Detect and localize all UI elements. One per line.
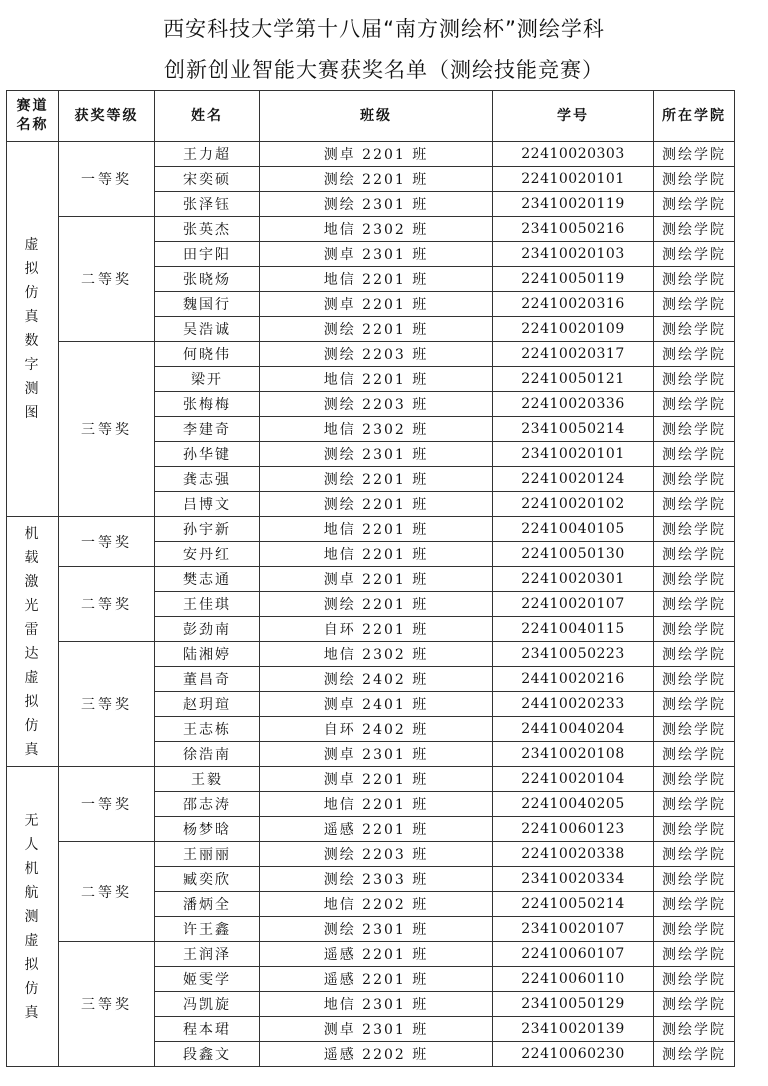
student-name-cell: 程本珺 [155,1017,260,1042]
table-row [7,342,735,367]
student-id-cell: 23410020119 [493,192,654,217]
student-name-cell: 王毅 [155,767,260,792]
student-name-cell: 张英杰 [155,217,260,242]
college-cell: 测绘学院 [654,242,735,267]
class-cell: 测卓 2201 班 [260,292,493,317]
header-track-line2: 名称 [16,117,49,133]
student-name-cell: 安丹红 [155,542,260,567]
award-table [6,90,735,1067]
student-name-cell: 张晓炀 [155,267,260,292]
class-cell: 测卓 2301 班 [260,742,493,767]
college-cell: 测绘学院 [654,267,735,292]
college-cell: 测绘学院 [654,417,735,442]
student-name-cell: 赵玥瑄 [155,692,260,717]
college-cell: 测绘学院 [654,867,735,892]
student-name-cell: 杨梦晗 [155,817,260,842]
student-id-cell: 23410050214 [493,417,654,442]
college-cell: 测绘学院 [654,692,735,717]
class-cell: 测卓 2301 班 [260,242,493,267]
student-name-cell: 宋奕硕 [155,167,260,192]
student-name-cell: 王佳琪 [155,592,260,617]
award-level-cell: 三等奖 [59,342,155,517]
student-id-cell: 24410020216 [493,667,654,692]
student-name-cell: 王润泽 [155,942,260,967]
student-name-cell: 王志栋 [155,717,260,742]
table-row [7,842,735,867]
student-id-cell: 22410040205 [493,792,654,817]
class-cell: 测绘 2201 班 [260,592,493,617]
header-college: 所在学院 [654,91,735,142]
table-row [7,217,735,242]
student-name-cell: 孙华键 [155,442,260,467]
college-cell: 测绘学院 [654,992,735,1017]
student-name-cell: 张泽钰 [155,192,260,217]
college-cell: 测绘学院 [654,467,735,492]
student-id-cell: 23410020139 [493,1017,654,1042]
college-cell: 测绘学院 [654,392,735,417]
college-cell: 测绘学院 [654,492,735,517]
class-cell: 地信 2302 班 [260,417,493,442]
student-id-cell: 23410020334 [493,867,654,892]
class-cell: 测绘 2301 班 [260,917,493,942]
student-id-cell: 22410040105 [493,517,654,542]
student-id-cell: 24410020233 [493,692,654,717]
student-name-cell: 许王鑫 [155,917,260,942]
student-id-cell: 22410020336 [493,392,654,417]
class-cell: 测绘 2301 班 [260,442,493,467]
award-level-cell: 三等奖 [59,642,155,767]
student-name-cell: 徐浩南 [155,742,260,767]
college-cell: 测绘学院 [654,667,735,692]
header-name: 姓名 [155,91,260,142]
class-cell: 地信 2301 班 [260,992,493,1017]
award-level-cell: 二等奖 [59,842,155,942]
student-name-cell: 彭劲南 [155,617,260,642]
college-cell: 测绘学院 [654,767,735,792]
award-level-cell: 三等奖 [59,942,155,1067]
student-id-cell: 23410020108 [493,742,654,767]
class-cell: 测卓 2201 班 [260,142,493,167]
track-name-cell: 虚拟仿真数字测图 [7,142,59,517]
class-cell: 地信 2302 班 [260,642,493,667]
college-cell: 测绘学院 [654,967,735,992]
student-id-cell: 22410020109 [493,317,654,342]
student-name-cell: 姬雯学 [155,967,260,992]
class-cell: 测卓 2301 班 [260,1017,493,1042]
college-cell: 测绘学院 [654,317,735,342]
class-cell: 地信 2201 班 [260,542,493,567]
student-name-cell: 孙宇新 [155,517,260,542]
award-level-cell: 一等奖 [59,142,155,217]
student-id-cell: 23410020107 [493,917,654,942]
student-name-cell: 董昌奇 [155,667,260,692]
student-id-cell: 23410050129 [493,992,654,1017]
class-cell: 自环 2402 班 [260,717,493,742]
student-id-cell: 22410060107 [493,942,654,967]
student-id-cell: 23410020101 [493,442,654,467]
college-cell: 测绘学院 [654,167,735,192]
track-name-cell: 机载激光雷达虚拟仿真 [7,517,59,767]
award-level-cell: 一等奖 [59,767,155,842]
student-name-cell: 潘炳全 [155,892,260,917]
class-cell: 地信 2201 班 [260,517,493,542]
class-cell: 测卓 2201 班 [260,767,493,792]
table-row [7,142,735,167]
header-level: 获奖等级 [59,91,155,142]
student-name-cell: 王丽丽 [155,842,260,867]
student-name-cell: 张梅梅 [155,392,260,417]
student-name-cell: 邵志涛 [155,792,260,817]
document-title-line1: 西安科技大学第十八届“南方测绘杯”测绘学科 [163,17,605,41]
class-cell: 测绘 2201 班 [260,167,493,192]
table-header-row [7,91,735,142]
student-id-cell: 23410050223 [493,642,654,667]
student-id-cell: 22410050121 [493,367,654,392]
class-cell: 遥感 2202 班 [260,1042,493,1067]
class-cell: 测绘 2303 班 [260,867,493,892]
student-name-cell: 魏国行 [155,292,260,317]
college-cell: 测绘学院 [654,817,735,842]
student-id-cell: 24410040204 [493,717,654,742]
student-name-cell: 段鑫文 [155,1042,260,1067]
student-id-cell: 22410020102 [493,492,654,517]
track-name-cell: 无人机航测虚拟仿真 [7,767,59,1067]
college-cell: 测绘学院 [654,567,735,592]
student-id-cell: 22410050130 [493,542,654,567]
header-class: 班级 [260,91,493,142]
student-name-cell: 李建奇 [155,417,260,442]
award-level-cell: 二等奖 [59,567,155,642]
college-cell: 测绘学院 [654,217,735,242]
header-track-line1: 赛道 [16,98,49,114]
class-cell: 测绘 2402 班 [260,667,493,692]
table-row [7,942,735,967]
student-id-cell: 22410020317 [493,342,654,367]
student-name-cell: 龚志强 [155,467,260,492]
class-cell: 自环 2201 班 [260,617,493,642]
college-cell: 测绘学院 [654,192,735,217]
student-id-cell: 22410050214 [493,892,654,917]
award-level-cell: 二等奖 [59,217,155,342]
student-name-cell: 田宇阳 [155,242,260,267]
student-name-cell: 王力超 [155,142,260,167]
student-id-cell: 22410040115 [493,617,654,642]
college-cell: 测绘学院 [654,517,735,542]
student-name-cell: 吴浩诚 [155,317,260,342]
class-cell: 测绘 2203 班 [260,342,493,367]
college-cell: 测绘学院 [654,792,735,817]
student-name-cell: 臧奕欣 [155,867,260,892]
class-cell: 测绘 2201 班 [260,467,493,492]
header-id: 学号 [493,91,654,142]
class-cell: 测绘 2203 班 [260,842,493,867]
college-cell: 测绘学院 [654,142,735,167]
college-cell: 测绘学院 [654,1042,735,1067]
student-id-cell: 22410020316 [493,292,654,317]
table-row [7,642,735,667]
class-cell: 地信 2201 班 [260,367,493,392]
student-id-cell: 22410060110 [493,967,654,992]
college-cell: 测绘学院 [654,367,735,392]
student-name-cell: 吕博文 [155,492,260,517]
award-level-cell: 一等奖 [59,517,155,567]
student-id-cell: 23410020103 [493,242,654,267]
header-track [7,91,59,142]
class-cell: 测绘 2301 班 [260,192,493,217]
college-cell: 测绘学院 [654,342,735,367]
college-cell: 测绘学院 [654,917,735,942]
class-cell: 地信 2202 班 [260,892,493,917]
student-name-cell: 梁开 [155,367,260,392]
student-id-cell: 22410060123 [493,817,654,842]
document-title-line2: 创新创业智能大赛获奖名单（测绘技能竞赛） [164,58,604,82]
student-id-cell: 22410020124 [493,467,654,492]
student-id-cell: 22410020107 [493,592,654,617]
college-cell: 测绘学院 [654,542,735,567]
class-cell: 地信 2201 班 [260,792,493,817]
class-cell: 地信 2302 班 [260,217,493,242]
student-id-cell: 22410020104 [493,767,654,792]
table-row [7,767,735,792]
class-cell: 测绘 2201 班 [260,492,493,517]
class-cell: 测绘 2201 班 [260,317,493,342]
class-cell: 测卓 2201 班 [260,567,493,592]
class-cell: 遥感 2201 班 [260,817,493,842]
college-cell: 测绘学院 [654,717,735,742]
college-cell: 测绘学院 [654,617,735,642]
student-id-cell: 22410060230 [493,1042,654,1067]
class-cell: 遥感 2201 班 [260,967,493,992]
college-cell: 测绘学院 [654,1017,735,1042]
student-name-cell: 樊志通 [155,567,260,592]
student-id-cell: 22410020101 [493,167,654,192]
class-cell: 测绘 2203 班 [260,392,493,417]
college-cell: 测绘学院 [654,642,735,667]
student-id-cell: 22410050119 [493,267,654,292]
student-id-cell: 22410020303 [493,142,654,167]
table-row [7,567,735,592]
college-cell: 测绘学院 [654,892,735,917]
student-name-cell: 陆湘婷 [155,642,260,667]
student-id-cell: 22410020338 [493,842,654,867]
student-name-cell: 何晓伟 [155,342,260,367]
table-row [7,517,735,542]
class-cell: 地信 2201 班 [260,267,493,292]
class-cell: 遥感 2201 班 [260,942,493,967]
student-id-cell: 23410050216 [493,217,654,242]
student-id-cell: 22410020301 [493,567,654,592]
college-cell: 测绘学院 [654,842,735,867]
class-cell: 测卓 2401 班 [260,692,493,717]
college-cell: 测绘学院 [654,592,735,617]
college-cell: 测绘学院 [654,442,735,467]
college-cell: 测绘学院 [654,942,735,967]
table-body [7,142,735,1067]
college-cell: 测绘学院 [654,742,735,767]
college-cell: 测绘学院 [654,292,735,317]
student-name-cell: 冯凯旋 [155,992,260,1017]
